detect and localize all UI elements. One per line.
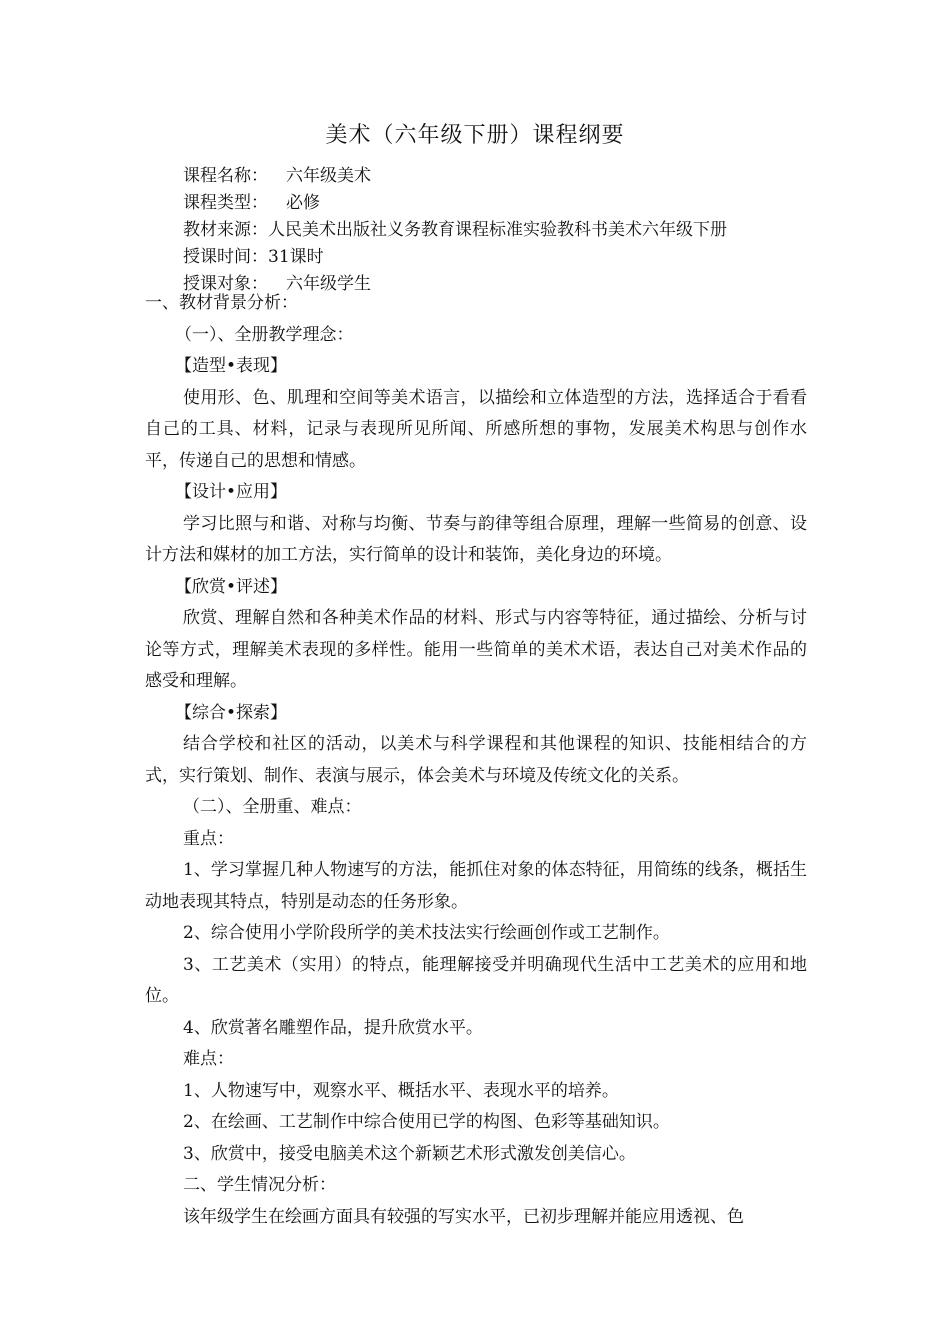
- meta-textbook-source: 教材来源：人民美术出版社义务教育课程标准实验教科书美术六年级下册: [183, 220, 727, 240]
- paragraph: 使用形、色、肌理和空间等美术语言，以描绘和立体造型的方法，选择适合于看看自己的工具、材料，记录与表现所见所闻、所感所想的事物，发展美术构思与创作水平，传递自己的思想和情感。: [145, 387, 807, 471]
- list-item: 3、工艺美术（实用）的特点，能理解接受并明确现代生活中工艺美术的应用和地位。: [145, 954, 807, 1006]
- difficulties-label: 难点：: [183, 1049, 234, 1069]
- paragraph: 该年级学生在绘画方面具有较强的写实水平，已初步理解并能应用透视、色: [183, 1206, 744, 1227]
- list-item: 4、欣赏著名雕塑作品，提升欣赏水平。: [183, 1017, 483, 1038]
- list-item: 3、欣赏中，接受电脑美术这个新颖艺术形式激发创美信心。: [183, 1143, 636, 1164]
- subsection-heading: （二）、全册重、难点：: [183, 797, 362, 817]
- list-item: 2、综合使用小学阶段所学的美术技法实行绘画创作或工艺制作。: [183, 923, 670, 943]
- meta-teaching-hours: 授课时间：31课时: [183, 247, 324, 267]
- document-title: 美术（六年级下册）课程纲要: [325, 123, 625, 148]
- meta-course-name: 课程名称： 六年级美术: [183, 166, 371, 186]
- paragraph: 欣赏、理解自然和各种美术作品的材料、形式与内容等特征，通过描绘、分析与讨论等方式，理解美术表现的多样性。能用一些简单的美术术语，表达自己对美术作品的感受和理解。: [145, 608, 807, 691]
- meta-audience: 授课对象： 六年级学生: [183, 274, 371, 294]
- topic-heading: 【设计•应用】: [175, 482, 288, 502]
- course-meta: [183, 163, 823, 298]
- meta-course-type: 课程类型： 必修: [183, 193, 320, 213]
- topic-heading: 【欣赏•评述】: [175, 576, 288, 597]
- paragraph: 学习比照与和谐、对称与均衡、节奏与韵律等组合原理，理解一些简易的创意、设计方法和媒材的加工方法，实行简单的设计和装饰，美化身边的环境。: [145, 513, 807, 565]
- key-points-label: 重点：: [183, 828, 234, 849]
- subsection-heading: （一）、全册教学理念：: [175, 324, 354, 345]
- document-body: [145, 288, 807, 1233]
- section-heading: 一、教材背景分析：: [145, 293, 298, 313]
- topic-heading: 【造型•表现】: [175, 356, 288, 376]
- topic-heading: 【综合•探索】: [175, 702, 288, 723]
- section-heading: 二、学生情况分析：: [183, 1175, 336, 1195]
- list-item: 1、学习掌握几种人物速写的方法，能抓住对象的体态特征，用简练的线条，概括生动地表现其特点，特别是动态的任务形象。: [145, 860, 807, 912]
- paragraph: 结合学校和社区的活动，以美术与科学课程和其他课程的知识、技能相结合的方式，实行策划、制作、表演与展示，体会美术与环境及传统文化的关系。: [145, 734, 807, 786]
- list-item: 1、人物速写中，观察水平、概括水平、表现水平的培养。: [183, 1080, 619, 1101]
- list-item: 2、在绘画、工艺制作中综合使用已学的构图、色彩等基础知识。: [183, 1112, 670, 1132]
